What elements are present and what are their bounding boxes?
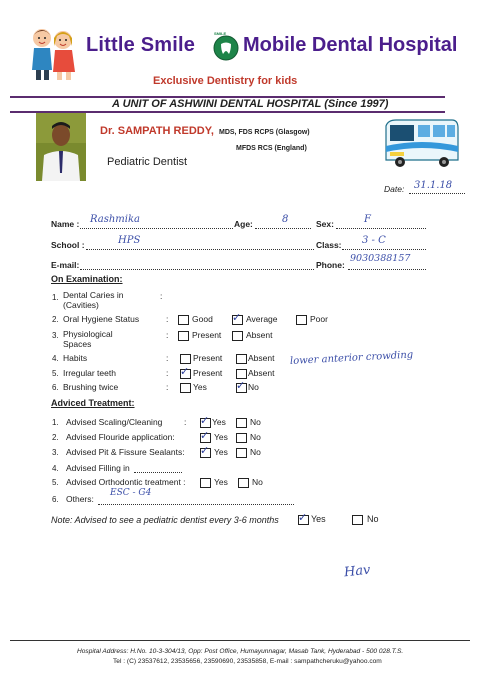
exam-item-2-colon: :	[166, 314, 169, 324]
advised-item-4-label: Advised Filling in	[66, 463, 130, 473]
sealants-no-label: No	[250, 447, 261, 457]
advised-item-1-colon: :	[184, 417, 187, 427]
age-label: Age:	[234, 219, 253, 229]
advised-heading: Adviced Treatment:	[51, 398, 135, 408]
sex-value[interactable]: F	[364, 214, 371, 225]
doctor-qualifications-1: MDS, FDS RCPS (Glasgow)	[219, 129, 310, 136]
note-text: Note: Advised to see a pediatric dentist every 3-6 months	[51, 515, 279, 525]
footer-address-label: Hospital Address:	[77, 648, 129, 655]
date-label: Date:	[384, 184, 405, 194]
class-label: Class:	[316, 240, 342, 250]
email-label: E-mail:	[51, 260, 80, 270]
doctor-signature: Hav	[343, 562, 372, 581]
exam-item-3-num: 3.	[52, 331, 59, 340]
habits-present-checkbox[interactable]	[180, 354, 191, 364]
check-mark-icon: ✓	[232, 311, 242, 324]
school-label: School :	[51, 240, 85, 250]
ortho-no-label: No	[252, 477, 263, 487]
check-mark-icon: ✓	[200, 444, 210, 457]
check-mark-icon: ✓	[236, 379, 246, 392]
footer-address: H.No. 10-3-304/13, Opp: Post Office, Humayunnagar, Masab Tank, Hyderabad - 500 028.T.S.	[130, 648, 404, 655]
date-value[interactable]: 31.1.18	[414, 180, 453, 191]
doctor-specialty: Pediatric Dentist	[107, 156, 188, 168]
advised-item-1-num: 1.	[52, 418, 59, 427]
fluoride-yes-label: Yes	[214, 432, 228, 442]
check-mark-icon: ✓	[298, 511, 308, 524]
class-value[interactable]: 3 - C	[362, 235, 386, 246]
age-value[interactable]: 8	[282, 214, 289, 225]
footer-address-line	[77, 648, 403, 655]
hospital-title-part1: Little Smile	[86, 34, 196, 56]
sex-label: Sex:	[316, 219, 334, 229]
scaling-no-label: No	[250, 417, 261, 427]
hygiene-average-checkbox[interactable]	[232, 311, 243, 325]
check-mark-icon: ✓	[200, 414, 210, 427]
brushing-yes-checkbox[interactable]	[180, 383, 191, 393]
ortho-yes-checkbox[interactable]	[200, 478, 211, 488]
advised-item-3-num: 3.	[52, 448, 59, 457]
habits-absent-checkbox[interactable]	[236, 354, 247, 364]
exam-item-5-label: Irregular teeth	[63, 368, 116, 378]
exam-item-4-label: Habits	[63, 353, 88, 363]
sealants-no-checkbox[interactable]	[236, 448, 247, 458]
others-value[interactable]: ESC - G4	[110, 488, 152, 498]
exam-item-3-colon: :	[166, 330, 169, 340]
sex-line	[336, 218, 426, 229]
exam-item-4-colon: :	[166, 353, 169, 363]
exam-item-1-label: Dental Caries in (Cavities)	[63, 290, 124, 310]
check-mark-icon: ✓	[180, 365, 190, 378]
footer-rule	[10, 640, 470, 641]
ortho-yes-label: Yes	[214, 477, 228, 487]
emblem-text: SMILE	[214, 31, 227, 36]
hygiene-good-label: Good	[192, 314, 213, 324]
footer-contact: Tel : (C) 23537612, 23535656, 23590690, 23535858, E-mail : sampathcheruku@yahoo.com	[113, 658, 382, 665]
advised-item-2-num: 2.	[52, 433, 59, 442]
scaling-yes-checkbox[interactable]	[200, 414, 211, 428]
ortho-no-checkbox[interactable]	[238, 478, 249, 488]
note-yes-checkbox[interactable]	[298, 511, 309, 525]
hygiene-average-label: Average	[246, 314, 278, 324]
exam-item-2-label: Oral Hygiene Status	[63, 314, 140, 324]
mobile-bus-icon	[382, 116, 462, 172]
scaling-yes-label: Yes	[212, 417, 226, 427]
name-label: Name :	[51, 219, 80, 229]
fluoride-yes-checkbox[interactable]	[200, 429, 211, 443]
kids-logo	[22, 22, 84, 84]
irregular-absent-label: Absent	[248, 368, 275, 378]
check-mark-icon: ✓	[200, 429, 210, 442]
exam-item-2-num: 2.	[52, 315, 59, 324]
exam-item-1-colon: :	[160, 291, 163, 301]
exam-item-6-label: Brushing twice	[63, 382, 119, 392]
filling-line	[134, 462, 182, 473]
hospital-title-part2: Mobile Dental Hospital	[243, 34, 458, 56]
unit-line: A UNIT OF ASHWINI DENTAL HOSPITAL (Since 1997)	[112, 98, 389, 110]
brushing-no-checkbox[interactable]	[236, 379, 247, 393]
sealants-yes-label: Yes	[214, 447, 228, 457]
examination-heading: On Examination:	[51, 274, 123, 284]
irregular-teeth-note: lower anterior crowding	[289, 349, 414, 367]
advised-item-5-label: Advised Orthodontic treatment :	[66, 477, 186, 487]
exam-item-1-num: 1.	[52, 293, 59, 302]
irregular-absent-checkbox[interactable]	[236, 369, 247, 379]
irregular-present-checkbox[interactable]	[180, 365, 191, 379]
sealants-yes-checkbox[interactable]	[200, 444, 211, 458]
advised-item-3-label: Advised Pit & Fissure Sealants:	[66, 447, 185, 457]
note-no-label: No	[367, 514, 379, 524]
doctor-name: Dr. SAMPATH REDDY,	[100, 125, 214, 137]
name-value[interactable]: Rashmika	[90, 214, 140, 225]
exam-item-3-label: Physiological Spaces	[63, 329, 113, 349]
exam-item-5-num: 5.	[52, 369, 59, 378]
hygiene-good-checkbox[interactable]	[178, 315, 189, 325]
brushing-no-label: No	[248, 382, 259, 392]
tooth-emblem-icon	[213, 35, 239, 61]
hygiene-poor-label: Poor	[310, 314, 328, 324]
doctor-qualifications-2: MFDS RCS (England)	[236, 145, 307, 152]
brushing-yes-label: Yes	[193, 382, 207, 392]
hygiene-poor-checkbox[interactable]	[296, 315, 307, 325]
spaces-absent-label: Absent	[246, 330, 273, 340]
exam-item-4-num: 4.	[52, 354, 59, 363]
fluoride-no-label: No	[250, 432, 261, 442]
habits-absent-label: Absent	[248, 353, 275, 363]
advised-item-2-label: Advised Flouride application:	[66, 432, 175, 442]
note-no-checkbox[interactable]	[352, 515, 363, 525]
spaces-present-label: Present	[192, 330, 222, 340]
spaces-absent-checkbox[interactable]	[232, 331, 243, 341]
phone-label: Phone:	[316, 260, 345, 270]
fluoride-no-checkbox[interactable]	[236, 433, 247, 443]
email-line	[80, 259, 314, 270]
doctor-photo	[36, 113, 86, 181]
advised-item-5-num: 5.	[52, 478, 59, 487]
phone-value[interactable]: 9030388157	[350, 253, 411, 264]
irregular-present-label: Present	[193, 368, 223, 378]
exam-item-6-colon: :	[166, 382, 169, 392]
exam-item-6-num: 6.	[52, 383, 59, 392]
spaces-present-checkbox[interactable]	[178, 331, 189, 341]
habits-present-label: Present	[193, 353, 223, 363]
exam-item-5-colon: :	[166, 368, 169, 378]
advised-item-6-label: Others:	[66, 494, 94, 504]
tagline: Exclusive Dentistry for kids	[153, 75, 298, 87]
school-value[interactable]: HPS	[118, 235, 141, 246]
note-yes-label: Yes	[311, 514, 326, 524]
scaling-no-checkbox[interactable]	[236, 418, 247, 428]
advised-item-4-num: 4.	[52, 464, 59, 473]
advised-item-1-label: Advised Scaling/Cleaning	[66, 417, 163, 427]
advised-item-6-num: 6.	[52, 495, 59, 504]
